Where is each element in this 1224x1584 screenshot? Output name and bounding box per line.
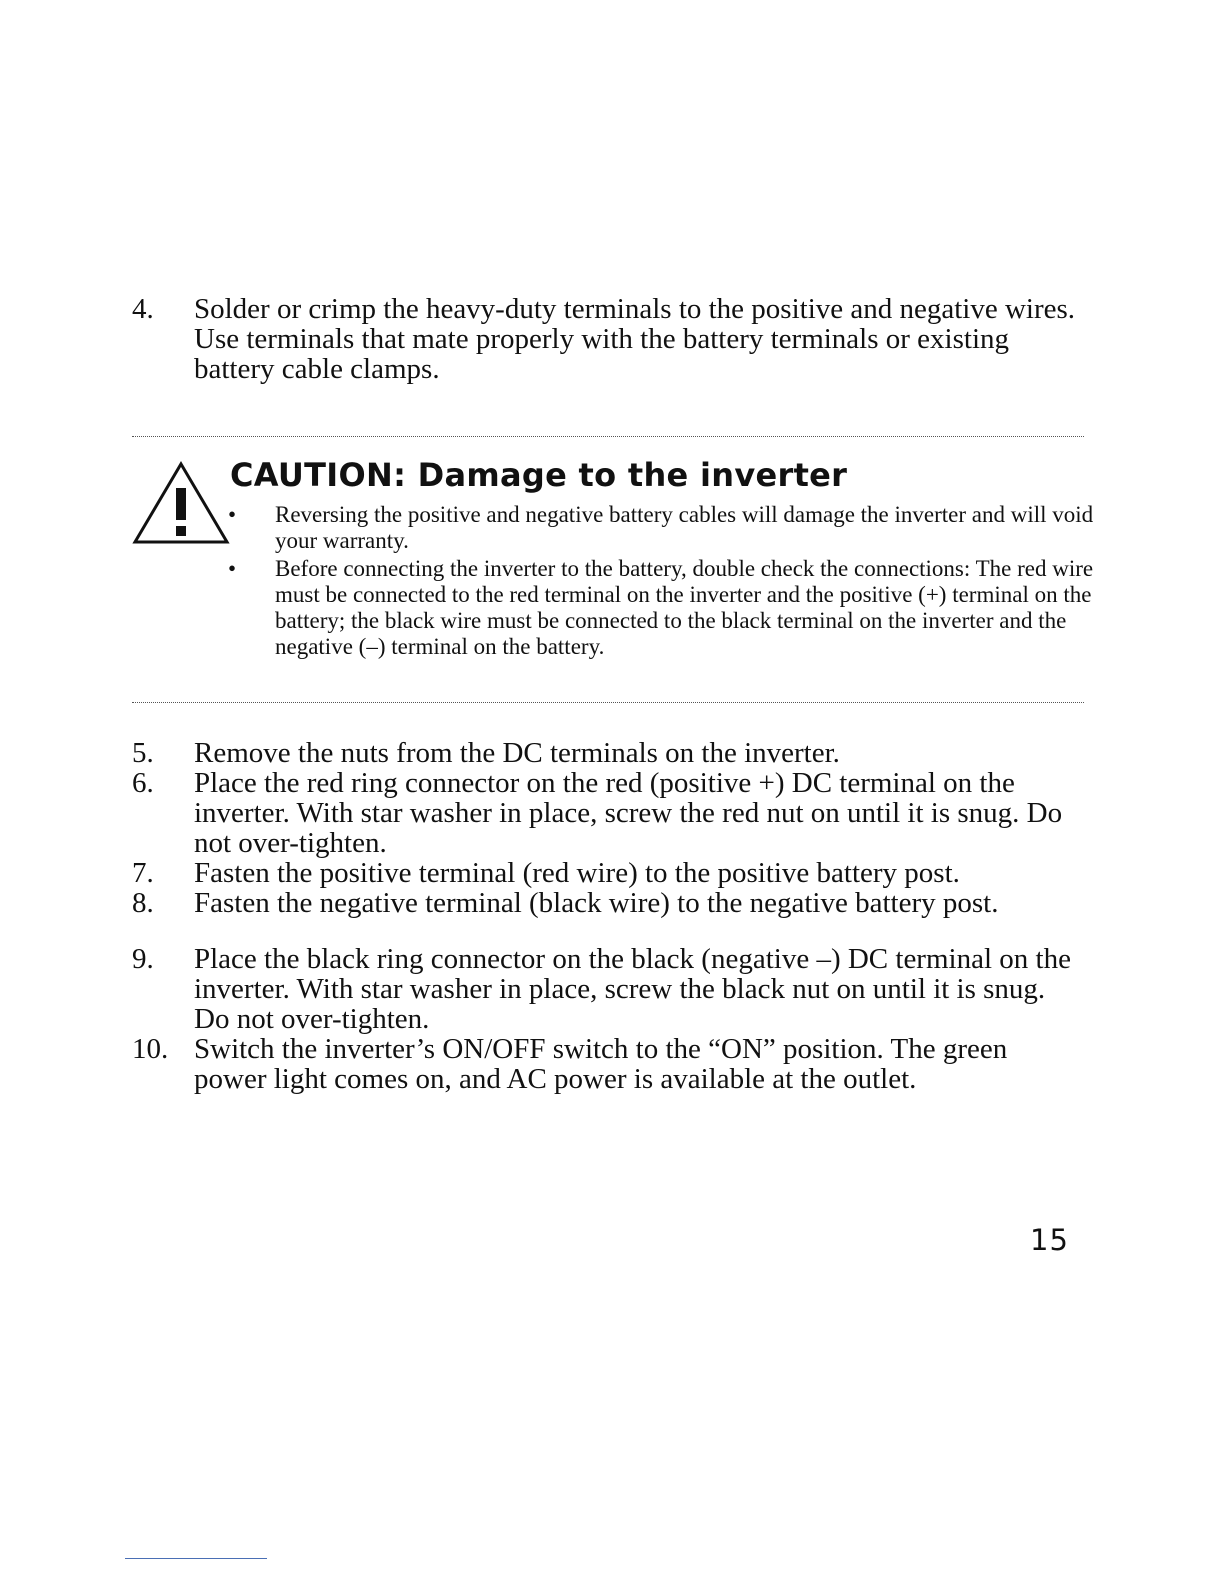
page-number: 15 <box>1030 1223 1069 1257</box>
step-text: Place the red ring connector on the red (positive +) DC terminal on the inverter. With star washer in place, screw the red nut on until it is snug. Do not over-tighten. <box>194 767 1063 859</box>
step-text: Remove the nuts from the DC terminals on the inverter. <box>194 737 840 769</box>
step-6 <box>132 768 1092 858</box>
step-5 <box>132 738 1092 768</box>
warning-triangle-icon <box>131 460 231 546</box>
step-text: Fasten the positive terminal (red wire) to the positive battery post. <box>194 857 960 889</box>
bullet-marker: • <box>228 556 237 581</box>
step-10 <box>132 1034 1092 1094</box>
step-number: 9. <box>132 943 154 975</box>
step-text: Solder or crimp the heavy-duty terminals to the positive and negative wires. Use terminals that mate properly with the battery terminals or existing battery cable clamps. <box>194 293 1076 385</box>
caution-bottom-divider <box>132 702 1084 703</box>
step-number: 6. <box>132 767 154 799</box>
step-text: Switch the inverter’s ON/OFF switch to the “ON” position. The green power light comes on, and AC power is available at the outlet. <box>194 1033 1008 1095</box>
step-text: Fasten the negative terminal (black wire) to the negative battery post. <box>194 887 999 919</box>
caution-top-divider <box>132 436 1084 437</box>
step-number: 5. <box>132 737 154 769</box>
step-text: Place the black ring connector on the black (negative –) DC terminal on the inverter. With star washer in place, screw the black nut on until it is snug. Do not over-tighten. <box>194 943 1071 1035</box>
bullet-text: Reversing the positive and negative battery cables will damage the inverter and will void your warranty. <box>275 502 1094 553</box>
caution-bullet <box>228 556 1094 688</box>
step-7 <box>132 858 1092 888</box>
footer-divider <box>125 1558 267 1559</box>
step-8 <box>132 888 1092 948</box>
caution-bullet <box>228 502 1094 554</box>
step-number: 4. <box>132 293 154 325</box>
caution-title: CAUTION: Damage to the inverter <box>230 456 848 494</box>
step-number: 7. <box>132 857 154 889</box>
step-9 <box>132 944 1092 1034</box>
step-4 <box>132 294 1092 386</box>
bullet-text: Before connecting the inverter to the battery, double check the connections: The red wire must be connected to the red terminal on the inverter and the positive (+) terminal on the battery; the black wire must be connected to the black terminal on the inverter and the negative (–) terminal on the battery. <box>275 556 1094 659</box>
bullet-marker: • <box>228 502 237 527</box>
step-number: 8. <box>132 887 154 919</box>
step-number: 10. <box>132 1033 169 1065</box>
